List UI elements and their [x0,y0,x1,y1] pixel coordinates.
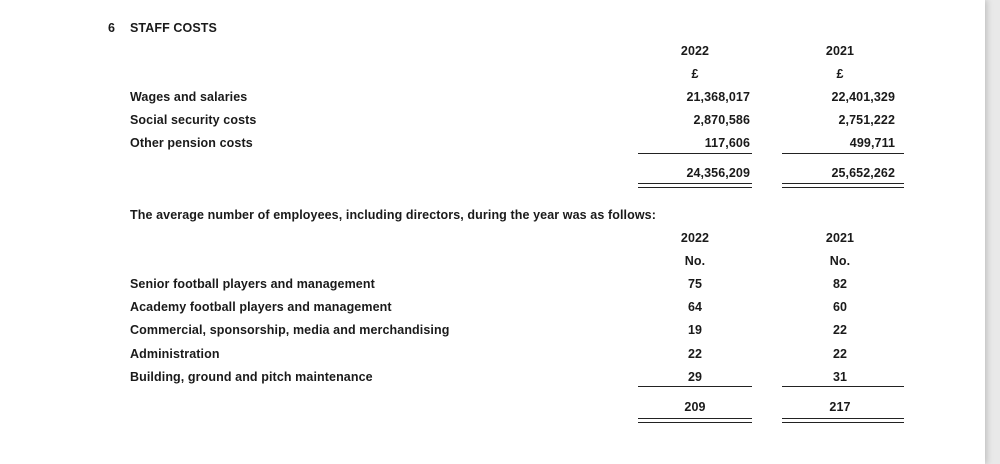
employees-subtotal-rule-2022 [638,386,752,387]
employee-row-label: Building, ground and pitch maintenance [130,370,373,384]
employees-subtotal-rule-2021 [782,386,904,387]
cost-row-label: Social security costs [130,113,257,127]
employees-total-double-rule-2022 [638,418,752,423]
employees-unit-2021: No. [829,254,851,268]
employee-row-label: Academy football players and management [130,300,392,314]
total-double-rule-2022 [638,183,752,188]
employees-intro: The average number of employees, including directors, during the year was as follows: [130,208,656,222]
employees-year-2022: 2022 [680,231,710,245]
costs-currency-2022: £ [691,67,699,81]
employee-row-2021: 60 [832,300,848,314]
cost-row-label: Other pension costs [130,136,253,150]
employee-row-2022: 22 [687,347,703,361]
employees-total-2022: 209 [684,400,706,414]
cost-row-2022: 2,870,586 [693,113,750,127]
cost-row-2021: 2,751,222 [838,113,895,127]
employee-row-2022: 64 [687,300,703,314]
employees-unit-2022: No. [684,254,706,268]
cost-total-2022: 24,356,209 [686,166,750,180]
employee-row-2022: 29 [687,370,703,384]
costs-year-2022: 2022 [680,44,710,58]
employees-total-double-rule-2021 [782,418,904,423]
cost-row-2022: 21,368,017 [686,90,750,104]
cost-row-2022: 117,606 [704,136,750,150]
employee-row-2021: 22 [832,347,848,361]
subtotal-rule-2022 [638,153,752,154]
cost-row-label: Wages and salaries [130,90,248,104]
employee-row-2021: 31 [832,370,848,384]
costs-currency-2021: £ [836,67,844,81]
total-double-rule-2021 [782,183,904,188]
employee-row-2022: 19 [687,323,703,337]
employees-year-2021: 2021 [825,231,855,245]
employee-row-2022: 75 [687,277,703,291]
cost-total-2021: 25,652,262 [831,166,895,180]
employee-row-label: Administration [130,347,220,361]
employee-row-label: Senior football players and management [130,277,375,291]
section-number: 6 [108,21,116,35]
cost-row-2021: 22,401,329 [831,90,895,104]
employees-total-2021: 217 [829,400,851,414]
employee-row-2021: 22 [832,323,848,337]
subtotal-rule-2021 [782,153,904,154]
employee-row-2021: 82 [832,277,848,291]
employee-row-label: Commercial, sponsorship, media and merchandising [130,323,450,337]
cost-row-2021: 499,711 [849,136,895,150]
section-title: STAFF COSTS [130,21,217,35]
costs-year-2021: 2021 [825,44,855,58]
